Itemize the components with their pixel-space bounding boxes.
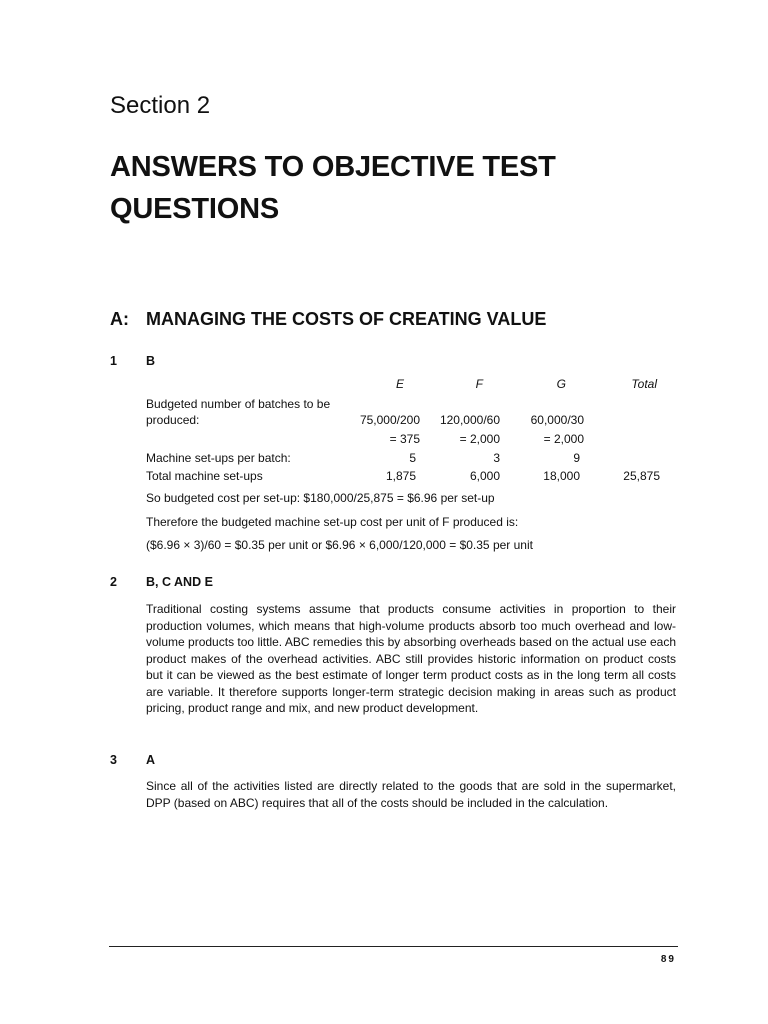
cell-e: 1,875 [385, 469, 416, 483]
table-row [146, 451, 676, 468]
page-title: ANSWERS TO OBJECTIVE TEST QUESTIONS [110, 151, 556, 225]
question-3-answer: A [146, 753, 156, 767]
conclusion-line: Therefore the budgeted machine set-up cost per unit of F produced is: [146, 515, 519, 529]
table-row [146, 469, 676, 486]
cell-g: = 2,000 [543, 432, 584, 446]
cell-total: 25,875 [623, 469, 660, 483]
cost-per-set-up-line: So budgeted cost per set-up: $180,000/25,875 = $6.96 per set-up [146, 491, 495, 505]
column-header-f: F [475, 377, 483, 391]
column-header-g: G [556, 377, 566, 391]
cell-e: = 375 [389, 432, 420, 446]
question-1-number: 1 [110, 354, 117, 368]
cell-f: 3 [493, 451, 500, 465]
cell-g: 18,000 [543, 469, 580, 483]
part-heading [110, 309, 546, 330]
column-header-total: Total [631, 377, 657, 391]
question-3-number: 3 [110, 753, 117, 767]
cell-g: 9 [573, 451, 580, 465]
cell-g: 60,000/30 [530, 413, 584, 427]
row-label: Total machine set-ups [146, 469, 263, 483]
question-3-explanation: Since all of the activities listed are directly related to the goods that are sold in the supermarket, DPP (based on ABC) requires that all of the costs should be included in the calculation. [146, 779, 676, 810]
table-row [146, 397, 676, 414]
cell-f: = 2,000 [459, 432, 500, 446]
section-label: Section 2 [110, 92, 211, 119]
cell-f: 120,000/60 [439, 413, 500, 427]
table-row [146, 432, 676, 449]
cell-f: 6,000 [469, 469, 500, 483]
row-label: Machine set-ups per batch: [146, 451, 291, 465]
row-label: Budgeted number of batches to be [146, 397, 331, 411]
part-heading-letter: A: [110, 309, 129, 329]
footer-divider [109, 946, 678, 947]
row-label: produced: [146, 413, 200, 427]
part-heading-title: MANAGING THE COSTS OF CREATING VALUE [146, 309, 547, 329]
question-2-explanation: Traditional costing systems assume that products consume activities in proportion to their production volumes, which means that high-volume products absorb too much overhead and low-volume products too little. ABC remedies this by absorbing overheads based on the actual use each product makes of the overhead activities. ABC still provides historic information on product costs but it can be viewed as the best estimate of longer term product costs as in the long term all costs are variable. It therefore supports longer-term strategic decision making in areas such as product pricing, product range and mix, and new product development. [146, 602, 676, 715]
cell-e: 5 [409, 451, 416, 465]
table-row [146, 413, 676, 430]
question-1-answer: B [146, 354, 156, 368]
question-2-answer: B, C AND E [146, 575, 213, 589]
calculation-line: ($6.96 × 3)/60 = $0.35 per unit or $6.96 × 6,000/120,000 = $0.35 per unit [146, 538, 533, 552]
cell-e: 75,000/200 [359, 413, 420, 427]
table-header-row [146, 377, 676, 394]
question-2-number: 2 [110, 575, 117, 589]
column-header-e: E [395, 377, 404, 391]
page-number: 89 [660, 954, 676, 965]
